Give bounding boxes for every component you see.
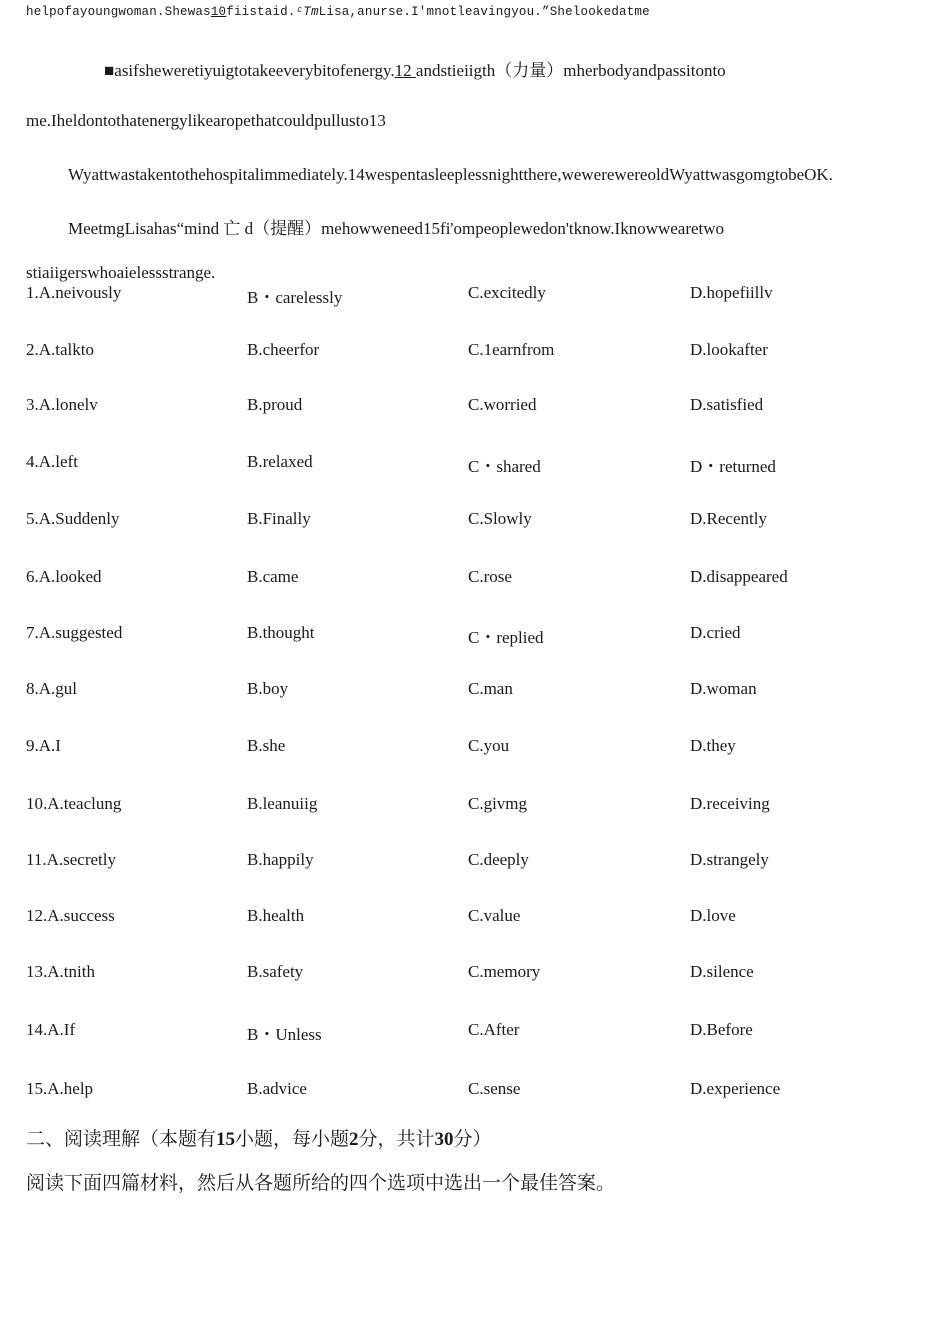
option-a: 3.A.lonelv [26, 395, 98, 414]
option-c: C.Slowly [468, 509, 532, 528]
blank-number: 12 [394, 61, 416, 80]
option-d: D.strangely [690, 850, 769, 869]
heading-number: 2 [349, 1129, 359, 1150]
passage-text: ᶜTm [295, 5, 319, 19]
option-c: C.memory [468, 962, 541, 981]
option-c: C.man [468, 679, 513, 698]
option-row [26, 850, 926, 872]
option-row [26, 509, 926, 531]
passage-text: andstieiigth（力量）mherbodyandpassitonto [415, 61, 726, 80]
option-row [26, 736, 926, 758]
heading-text: 分） [453, 1129, 492, 1150]
option-d: D・returned [690, 457, 776, 476]
option-row [26, 679, 926, 701]
option-c: C.givmg [468, 794, 528, 813]
option-b: B.safety [247, 962, 304, 981]
option-row [26, 1079, 926, 1101]
option-a: 6.A.looked [26, 567, 102, 586]
option-a: 2.A.talkto [26, 340, 94, 359]
passage-line-4: MeetmgLisahas“mind 亡 d（提醒）mehowweneed15fi'ompeoplewedon'tknow.Iknowwearetwo [68, 219, 725, 238]
option-c: C.you [468, 736, 510, 755]
option-row [26, 395, 926, 417]
option-d: D.Before [690, 1020, 753, 1039]
option-a: 10.A.teaclung [26, 794, 122, 813]
option-b: B.health [247, 906, 305, 925]
option-c: C.sense [468, 1079, 521, 1098]
option-a: 8.A.gul [26, 679, 77, 698]
option-d: D.cried [690, 623, 741, 642]
option-d: D.hopefiillv [690, 283, 773, 302]
option-c: C・shared [468, 457, 541, 476]
passage-line-0 [26, 5, 650, 19]
option-b: B.happily [247, 850, 314, 869]
option-a: 1.A.neivously [26, 283, 122, 302]
option-b: B・carelessly [247, 288, 343, 307]
option-a: 13.A.tnith [26, 962, 95, 981]
passage-text: ■asifsheweretiyuigtotakeeverybitofenergy. [104, 61, 395, 80]
option-row [26, 567, 926, 589]
option-c: C.1earnfrom [468, 340, 555, 359]
blank-number: 10 [210, 5, 227, 19]
option-row [26, 623, 926, 645]
section-heading [26, 1124, 492, 1151]
passage-line-2: me.Iheldontothatenergylikearopethatcouldpullusto13 [26, 111, 386, 130]
option-a: 9.A.I [26, 736, 61, 755]
option-d: D.Recently [690, 509, 767, 528]
option-a: 12.A.success [26, 906, 115, 925]
option-b: B.proud [247, 395, 303, 414]
option-b: B.cheerfor [247, 340, 320, 359]
option-d: D.experience [690, 1079, 781, 1098]
passage-line-5: stiaiigerswhoaielessstrange. [26, 263, 216, 282]
option-b: B.relaxed [247, 452, 313, 471]
option-a: 5.A.Suddenly [26, 509, 120, 528]
option-c: C.rose [468, 567, 512, 586]
option-d: D.receiving [690, 794, 770, 813]
heading-text: 小题，每小题 [235, 1129, 350, 1150]
option-a: 7.A.suggested [26, 623, 123, 642]
option-d: D.lookafter [690, 340, 768, 359]
option-d: D.disappeared [690, 567, 788, 586]
option-b: B・Unless [247, 1025, 322, 1044]
option-row [26, 283, 926, 305]
option-row [26, 452, 926, 474]
option-b: B.advice [247, 1079, 307, 1098]
option-d: D.they [690, 736, 736, 755]
option-row [26, 962, 926, 984]
heading-number: 30 [434, 1129, 454, 1150]
option-d: D.love [690, 906, 736, 925]
option-d: D.woman [690, 679, 757, 698]
passage-line-3: Wyattwastakentothehospitalimmediately.14wespentasleeplessnightthere,wewerewereoldWyattwasgomgtobeOK. [68, 165, 833, 184]
option-row [26, 906, 926, 928]
passage-text: fiistaid. [226, 5, 296, 19]
option-b: B.she [247, 736, 286, 755]
passage-text: helpofayoungwoman.Shewas [26, 5, 211, 19]
option-b: B.Finally [247, 509, 311, 528]
option-row [26, 794, 926, 816]
option-row [26, 1020, 926, 1042]
option-d: D.silence [690, 962, 754, 981]
option-c: C.value [468, 906, 521, 925]
option-c: C.excitedly [468, 283, 546, 302]
option-a: 11.A.secretly [26, 850, 117, 869]
option-c: C.worried [468, 395, 537, 414]
option-c: C.deeply [468, 850, 529, 869]
heading-number: 15 [216, 1129, 236, 1150]
option-b: B.thought [247, 623, 315, 642]
option-b: B.boy [247, 679, 289, 698]
option-b: B.came [247, 567, 299, 586]
option-b: B.leanuiig [247, 794, 318, 813]
option-c: C.After [468, 1020, 520, 1039]
option-a: 14.A.If [26, 1020, 76, 1039]
option-d: D.satisfied [690, 395, 764, 414]
section-instruction: 阅读下面四篇材料，然后从各题所给的四个选项中选出一个最佳答案。 [26, 1173, 616, 1194]
option-c: C・replied [468, 628, 544, 647]
passage-text: Lisa,anurse.I'mnotleavingyou.”Shelookedatme [318, 5, 650, 19]
option-a: 15.A.help [26, 1079, 94, 1098]
heading-text: 分，共计 [358, 1129, 435, 1150]
heading-text: 二、阅读理解（本题有 [26, 1129, 217, 1150]
option-a: 4.A.left [26, 452, 78, 471]
passage-line-1 [104, 56, 726, 81]
option-row [26, 340, 926, 362]
